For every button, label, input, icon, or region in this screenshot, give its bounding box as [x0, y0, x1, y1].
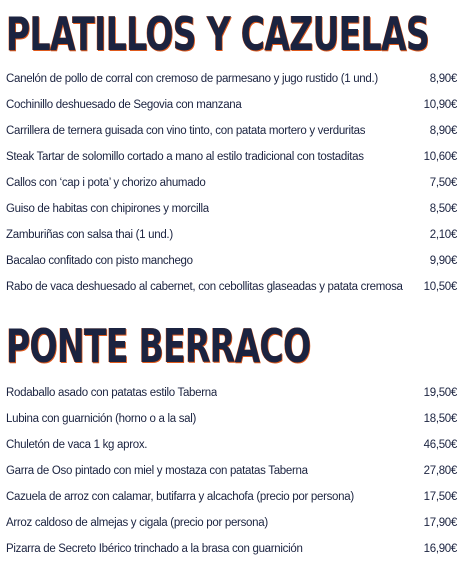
item-price: 10,50€: [423, 281, 457, 293]
item-name: Canelón de pollo de corral con cremoso de parmesano y jugo rustido (1 und.): [6, 73, 378, 85]
item-price: 8,50€: [429, 203, 457, 215]
item-name: Zamburiñas con salsa thai (1 und.): [6, 229, 173, 241]
menu-item: [6, 458, 457, 484]
menu-item: [6, 536, 457, 562]
menu-item: [6, 66, 457, 92]
item-name: Garra de Oso pintado con miel y mostaza con patatas Taberna: [6, 465, 308, 477]
menu-list-platillos: [6, 66, 457, 300]
item-name: Chuletón de vaca 1 kg aprox.: [6, 439, 148, 451]
item-name: Carrillera de ternera guisada con vino tinto, con patata mortero y verduritas: [6, 125, 366, 137]
menu-item: [6, 92, 457, 118]
item-name: Bacalao confitado con pisto manchego: [6, 255, 193, 267]
item-price: 17,90€: [423, 517, 457, 529]
menu-item: [6, 406, 457, 432]
menu-item: [6, 222, 457, 248]
menu-item: [6, 380, 457, 406]
item-price: 10,90€: [423, 99, 457, 111]
item-name: Steak Tartar de solomillo cortado a mano al estilo tradicional con tostaditas: [6, 151, 364, 163]
menu-item: [6, 248, 457, 274]
menu-item: [6, 144, 457, 170]
item-price: 9,90€: [429, 255, 457, 267]
item-name: Rodaballo asado con patatas estilo Taberna: [6, 387, 217, 399]
section-title-platillos: PLATILLOS Y CAZUELAS: [6, 7, 430, 61]
section-title-ponte-berraco: PONTE BERRACO: [6, 319, 311, 373]
menu-list-ponte-berraco: [6, 380, 457, 562]
item-price: 8,90€: [429, 73, 457, 85]
item-name: Rabo de vaca deshuesado al cabernet, con cebollitas glaseadas y patata cremosa: [6, 281, 403, 293]
menu-item: [6, 484, 457, 510]
menu-item: [6, 196, 457, 222]
item-price: 7,50€: [429, 177, 457, 189]
item-price: 17,50€: [423, 491, 457, 503]
item-name: Arroz caldoso de almejas y cigala (precio por persona): [6, 517, 268, 529]
menu-item: [6, 118, 457, 144]
item-price: 16,90€: [423, 543, 457, 555]
item-price: 18,50€: [423, 413, 457, 425]
item-price: 27,80€: [423, 465, 457, 477]
item-price: 10,60€: [423, 151, 457, 163]
item-price: 46,50€: [423, 439, 457, 451]
item-name: Lubina con guarnición (horno o a la sal): [6, 413, 197, 425]
item-name: Cazuela de arroz con calamar, butifarra y alcachofa (precio por persona): [6, 491, 354, 503]
menu-item: [6, 432, 457, 458]
menu-item: [6, 510, 457, 536]
item-price: 8,90€: [429, 125, 457, 137]
menu-item: [6, 274, 457, 300]
item-name: Callos con ‘cap i pota’ y chorizo ahumado: [6, 177, 206, 189]
item-name: Cochinillo deshuesado de Segovia con manzana: [6, 99, 242, 111]
item-name: Pizarra de Secreto Ibérico trinchado a la brasa con guarnición: [6, 543, 303, 555]
item-price: 2,10€: [429, 229, 457, 241]
item-name: Guiso de habitas con chipirones y morcilla: [6, 203, 209, 215]
menu-item: [6, 170, 457, 196]
item-price: 19,50€: [423, 387, 457, 399]
